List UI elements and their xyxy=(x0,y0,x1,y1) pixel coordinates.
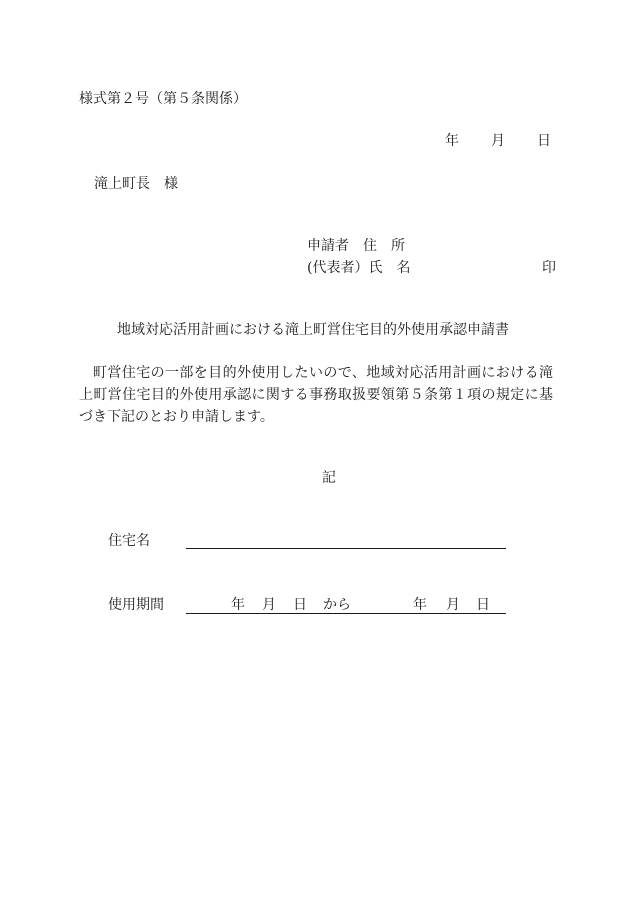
housing-name-label: 住宅名 xyxy=(108,533,150,549)
seal-mark: 印 xyxy=(542,260,556,276)
end-day-label: 日 xyxy=(476,597,490,613)
document-title: 地域対応活用計画における滝上町営住宅目的外使用承認申請書 xyxy=(117,322,509,338)
usage-period-label: 使用期間 xyxy=(108,597,164,613)
applicant-address-line: 申請者 住 所 xyxy=(307,238,405,254)
start-day-label: 日 xyxy=(293,597,307,613)
date-day-label: 日 xyxy=(537,133,551,149)
date-year-label: 年 xyxy=(445,133,459,149)
end-year-label: 年 xyxy=(413,597,427,613)
body-paragraph: 町営住宅の一部を目的外使用したいので、地域対応活用計画における滝上町営住宅目的外使用承認に関する事務取扱要領第５条第１項の規定に基づき下記のとおり申請します。 xyxy=(79,365,553,425)
kara-label: から xyxy=(323,597,351,613)
addressee: 滝上町長 様 xyxy=(94,176,178,192)
applicant-name-line: (代表者）氏 名 xyxy=(307,260,411,276)
ki-heading: 記 xyxy=(322,470,336,486)
form-number: 様式第２号（第５条関係） xyxy=(79,91,247,107)
start-month-label: 月 xyxy=(262,597,276,613)
date-month-label: 月 xyxy=(491,133,505,149)
usage-period-line xyxy=(186,597,506,614)
end-month-label: 月 xyxy=(446,597,460,613)
start-year-label: 年 xyxy=(231,597,245,613)
housing-name-line xyxy=(186,548,506,549)
